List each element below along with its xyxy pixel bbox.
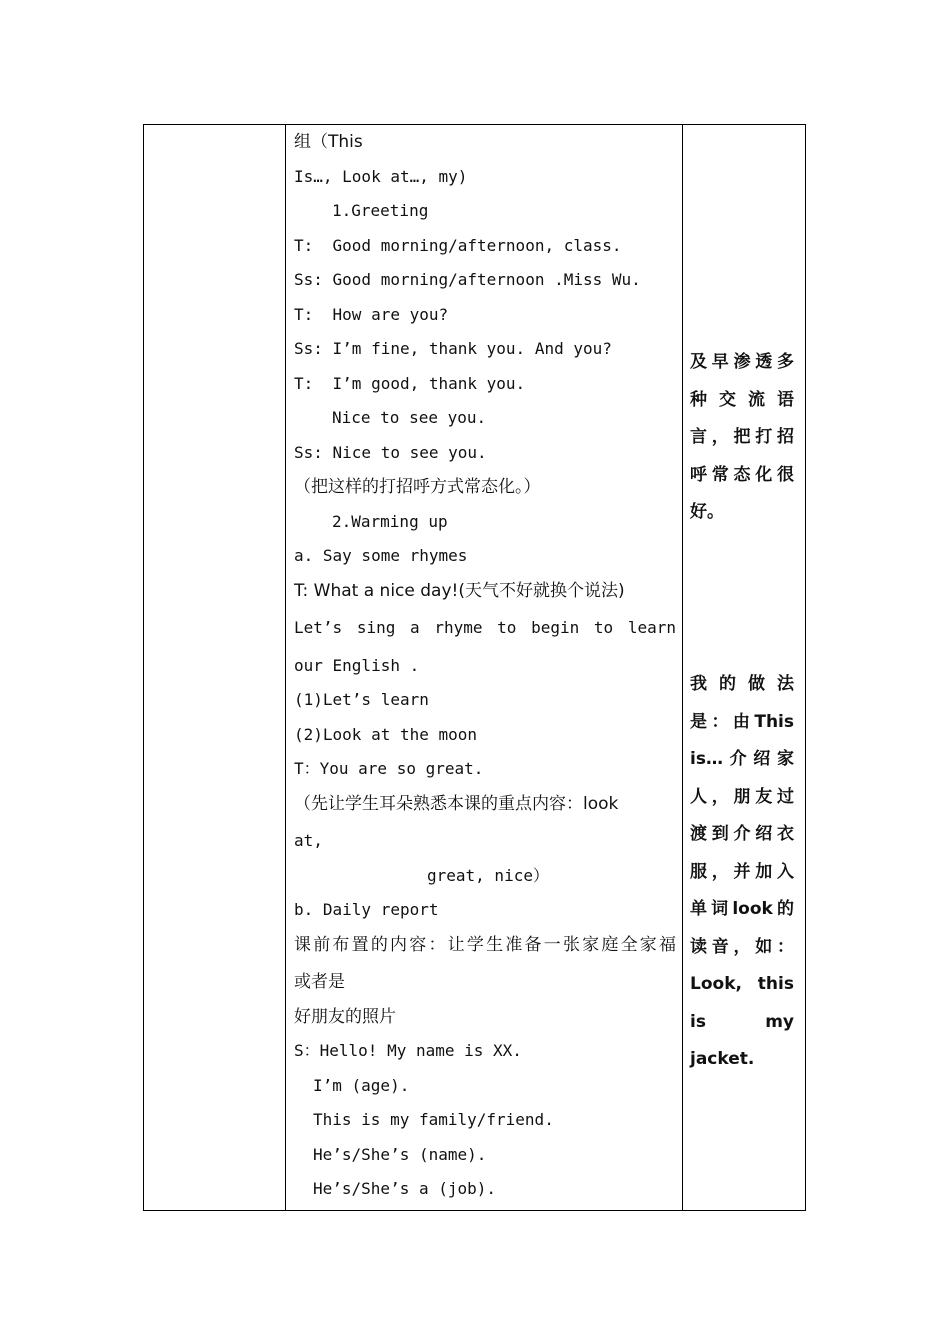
lesson-line: b. Daily report (294, 900, 439, 919)
lesson-line: Is…, Look at…, my) (294, 166, 468, 186)
lesson-line: T: How are you? (294, 304, 449, 324)
note-line: is…介绍家 (690, 749, 794, 769)
note-line: 单词look的 (690, 899, 794, 919)
lesson-line: T：You are so great. (294, 759, 484, 778)
note-line: 人，朋友过 (690, 786, 794, 807)
notes-cell (683, 125, 806, 1211)
note-line: Look, this (690, 974, 794, 994)
lesson-line: Ss: Nice to see you. (294, 442, 487, 462)
lesson-line: T: What a nice day!(天气不好就换个说法) (294, 580, 625, 601)
lesson-line: our English . (294, 655, 420, 675)
notes-content (683, 125, 805, 1210)
note-line: 言，把打招 (690, 427, 794, 447)
lesson-line: 2.Warming up (332, 511, 448, 531)
blank-cell (144, 125, 286, 1211)
lesson-line: (2)Look at the moon (294, 724, 478, 744)
lesson-line: (1)Let’s learn (294, 690, 429, 709)
table-row (144, 125, 806, 1211)
note-line: 呼常态化很 (690, 464, 794, 485)
note-line: is my (690, 1011, 794, 1032)
lesson-line: This is my family/friend. (313, 1110, 554, 1129)
note-line: jacket. (690, 1049, 755, 1069)
lesson-line: S：Hello! My name is XX. (294, 1041, 522, 1060)
note-line: 好。 (690, 502, 724, 522)
lesson-line: 1.Greeting (332, 201, 429, 220)
lesson-line: 或者是 (294, 972, 345, 992)
note-greeting-comment (690, 347, 794, 535)
lesson-line: 课前布置的内容：让学生准备一张家庭全家福 (294, 934, 676, 955)
note-line: 种交流语 (690, 389, 794, 410)
note-line: 渡到介绍衣 (690, 824, 794, 844)
lesson-line: great, nice） (427, 865, 549, 885)
procedure-cell (286, 125, 683, 1211)
lesson-line: Let’s sing a rhyme to begin to learn (294, 618, 676, 637)
lesson-line: a. Say some rhymes (294, 546, 468, 565)
lesson-plan-table (143, 124, 806, 1211)
lesson-line: He’s/She’s a (job). (313, 1179, 497, 1198)
note-line: 及早渗透多 (690, 352, 794, 372)
procedure-content (286, 125, 682, 1210)
note-line: 服，并加入 (690, 861, 794, 882)
note-line: 是：由This (690, 711, 794, 732)
lesson-line: Nice to see you. (332, 408, 487, 427)
lesson-line: Ss: Good morning/afternoon .Miss Wu. (294, 270, 641, 289)
lesson-line: （先让学生耳朵熟悉本课的重点内容：look (294, 793, 619, 814)
lesson-line: T: I’m good, thank you. (294, 373, 526, 393)
lesson-line: 组（This (294, 132, 363, 152)
lesson-line: He’s/She’s (name). (313, 1144, 487, 1164)
lesson-line: T: Good morning/afternoon, class. (294, 235, 622, 255)
lesson-line: Ss: I’m fine, thank you. And you? (294, 339, 612, 358)
lesson-line: 好朋友的照片 (294, 1006, 396, 1027)
lesson-line: at, (294, 831, 323, 850)
note-line: 读音，如： (690, 936, 794, 957)
note-line: 我的做法 (690, 674, 794, 694)
lesson-line: I’m (age). (313, 1075, 410, 1095)
lesson-line: （把这样的打招呼方式常态化。） (294, 477, 541, 497)
note-method-comment (690, 669, 794, 1082)
